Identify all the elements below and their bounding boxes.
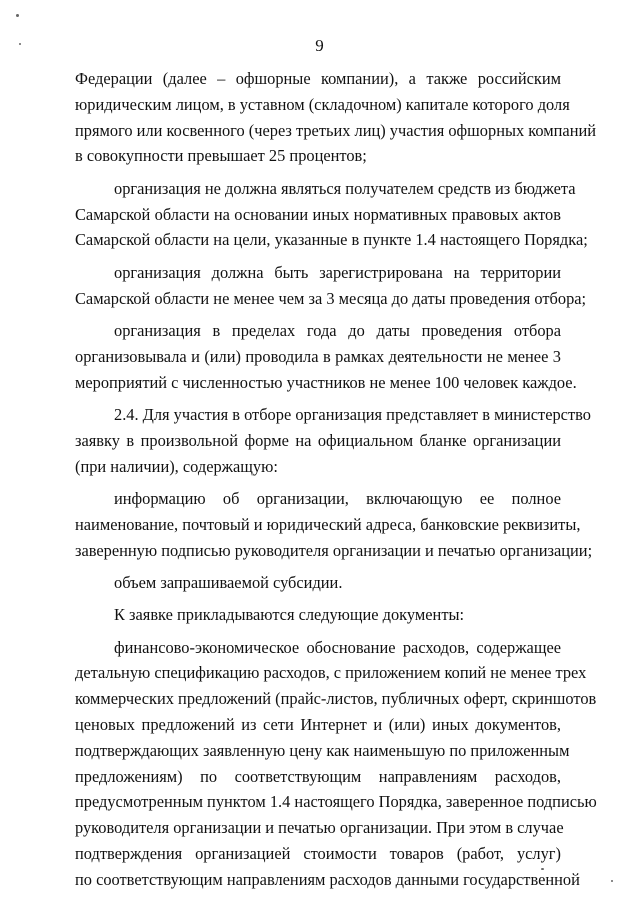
text-line: Самарской области не менее чем за 3 месяца до даты проведения отбора; [75, 288, 587, 308]
paragraph [75, 602, 561, 628]
text-line: Самарской области на основании иных нормативных правовых актов [75, 204, 561, 224]
scan-speck [16, 14, 19, 17]
text-line: в совокупности превышает 25 процентов; [75, 146, 367, 166]
text-line: коммерческих предложений (прайс-листов, публичных оферт, скриншотов [75, 689, 597, 709]
paragraph [75, 570, 561, 596]
paragraph [75, 486, 593, 563]
text-line: предложениям) по соответствующим направлениям расходов, [75, 766, 561, 786]
text-line: предусмотренным пунктом 1.4 настоящего Порядка, заверенное подписью [75, 792, 597, 812]
text-line: наименование, почтовый и юридический адреса, банковские реквизиты, [75, 514, 581, 534]
text-line: К заявке прикладываются следующие документы: [114, 605, 465, 625]
text-line: мероприятий с численностью участников не менее 100 человек каждое. [75, 372, 577, 392]
text-line: 2.4. Для участия в отборе организация представляет в министерство [114, 404, 591, 424]
paragraph [75, 260, 587, 312]
paragraph [75, 176, 588, 253]
text-line: организовывала и (или) проводила в рамках деятельности не менее 3 [75, 346, 561, 366]
text-line: юридическим лицом, в уставном (складочном) капитале которого доля [75, 94, 570, 114]
text-line: Самарской области на цели, указанные в пункте 1.4 настоящего Порядка; [75, 230, 588, 250]
text-line: организация в пределах года до даты проведения отбора [114, 320, 561, 340]
text-line: детальную спецификацию расходов, с приложением копий не менее трех [75, 663, 587, 683]
text-line: заявку в произвольной форме на официальном бланке организации [75, 430, 561, 450]
text-line: подтверждающих заявленную цену как наименьшую по приложенным [75, 740, 570, 760]
paragraph [75, 66, 597, 169]
text-line: руководителя организации и печатью организации. При этом в случае [75, 818, 564, 838]
page-number: 9 [315, 36, 324, 55]
text-line: прямого или косвенного (через третьих лиц) участия офшорных компаний [75, 120, 597, 140]
text-line: финансово-экономическое обоснование расходов, содержащее [114, 637, 561, 657]
text-line: подтверждения организацией стоимости товаров (работ, услуг) [75, 844, 561, 864]
text-line: информацию об организации, включающую ее полное [114, 488, 561, 508]
scan-speck [541, 868, 544, 870]
text-line: Федерации (далее – офшорные компании), а также российским [75, 69, 561, 88]
text-line: заверенную подписью руководителя организации и печатью организации; [75, 540, 593, 560]
text-line: объем запрашиваемой субсидии. [114, 572, 343, 592]
text-line: ценовых предложений из сети Интернет и (или) иных документов, [75, 715, 561, 735]
text-line: по соответствующим направлениям расходов данными государственной [75, 869, 580, 889]
scan-speck [19, 43, 21, 45]
text-line: организация не должна являться получателем средств из бюджета [114, 178, 576, 198]
scan-speck [611, 880, 613, 882]
text-line: (при наличии), содержащую: [75, 456, 278, 476]
text-line: организация должна быть зарегистрирована на территории [114, 262, 561, 282]
paragraph [75, 635, 597, 893]
document-body [75, 66, 597, 899]
paragraph [75, 402, 591, 479]
paragraph [75, 318, 577, 395]
